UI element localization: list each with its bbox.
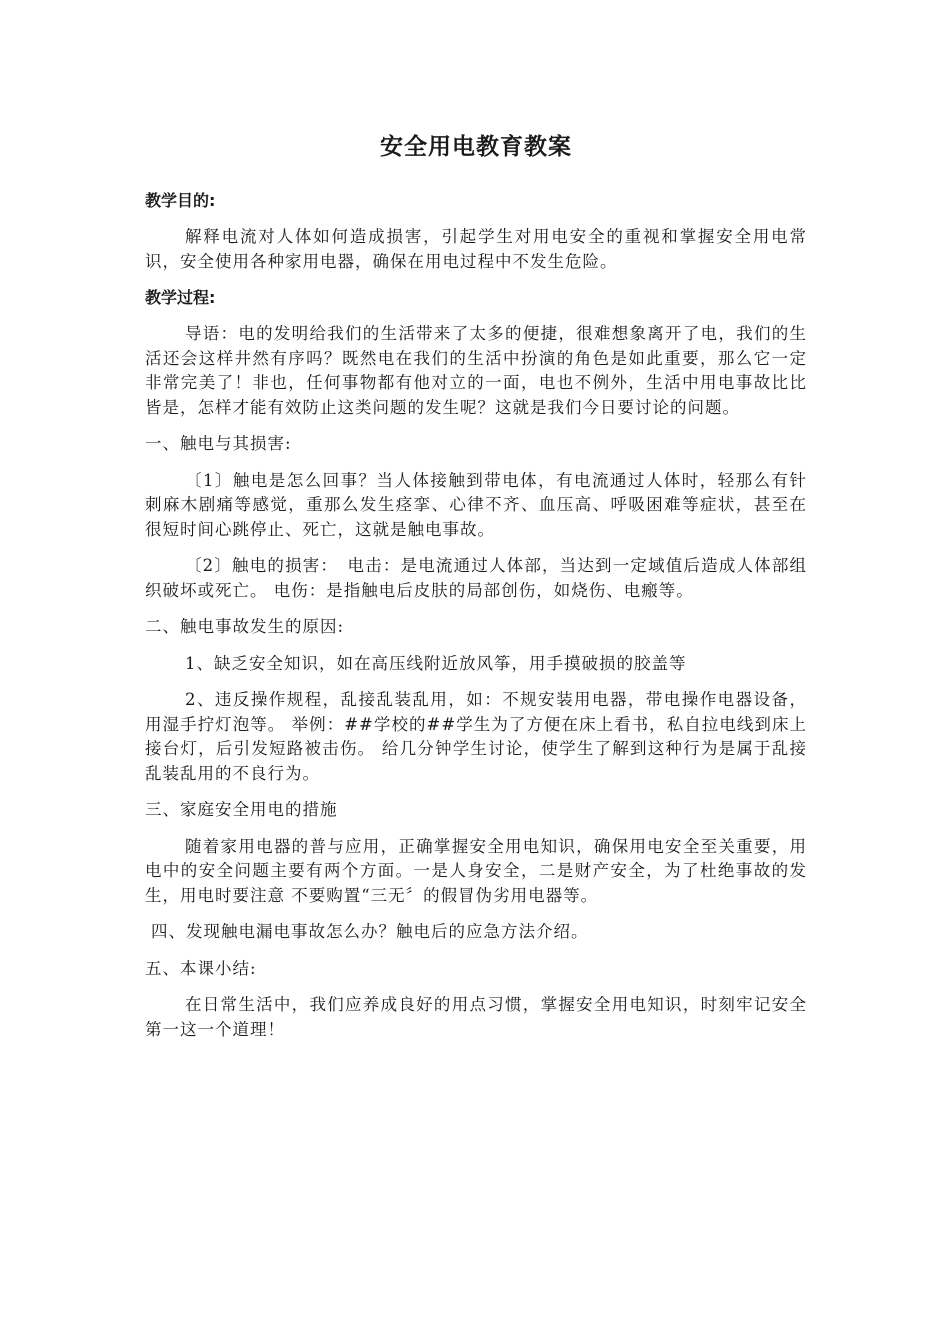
section-1-item-1: 〔1〕触电是怎么回事？当人体接触到带电体，有电流通过人体时，轻那么有针刺麻木剧痛等感觉，重那么发生痉挛、心律不齐、血压高、呼吸困难等症状，甚至在很短时间心跳停止、死亡，这就是触电事故。 <box>145 470 807 539</box>
process-heading: 教学过程: <box>145 288 216 307</box>
section-2-item-2: 2、违反操作规程，乱接乱装乱用，如：不规安装用电器，带电操作电器设备，用湿手拧灯泡等。 举例：##学校的##学生为了方便在床上看书，私自拉电线到床上接台灯，后引发短路被击伤。 给几分钟学生讨论，使学生了解到这种行为是属于乱接乱装乱用的不良行为。 <box>145 690 807 783</box>
section-1-title: 一、触电与其损害: <box>145 434 292 453</box>
section-3-title: 三、家庭安全用电的措施 <box>145 800 338 819</box>
goal-paragraph: 解释电流对人体如何造成损害，引起学生对用电安全的重视和掌握安全用电常识，安全使用各种家用电器，确保在用电过程中不发生危险。 <box>145 227 807 271</box>
section-2-item-1: 1、缺乏安全知识，如在高压线附近放风筝，用手摸破损的胶盖等 <box>185 653 687 673</box>
section-3-paragraph: 随着家用电器的普与应用，正确掌握安全用电知识，确保用电安全至关重要，用电中的安全问题主要有两个方面。一是人身安全，二是财产安全，为了杜绝事故的发生，用电时要注意 不要购置“三无〞的假冒伪劣用电器等。 <box>145 836 807 905</box>
section-5-paragraph: 在日常生活中，我们应养成良好的用点习惯，掌握安全用电知识，时刻牢记安全第一这一个道理！ <box>145 995 807 1039</box>
intro-paragraph: 导语：电的发明给我们的生活带来了太多的便捷，很难想象离开了电，我们的生活还会这样井然有序吗？既然电在我们的生活中扮演的角色是如此重要，那么它一定非常完美了！非也，任何事物都有他对立的一面，电也不例外，生活中用电事故比比皆是，怎样才能有效防止这类问题的发生呢？这就是我们今日要讨论的问题。 <box>145 324 807 417</box>
section-1-item-2: 〔2〕触电的损害： 电击：是电流通过人体部，当达到一定域值后造成人体部组织破坏或死亡。 电伤：是指触电后皮肤的局部创伤，如烧伤、电瘢等。 <box>145 556 807 600</box>
section-4-title: 四、发现触电漏电事故怎么办？触电后的应急方法介绍。 <box>151 922 589 941</box>
goal-heading: 教学目的: <box>145 191 216 210</box>
document-page <box>145 130 807 1054</box>
section-2-title: 二、触电事故发生的原因: <box>145 617 345 636</box>
section-5-title: 五、本课小结: <box>145 958 257 978</box>
document-title: 安全用电教育教案 <box>380 134 572 160</box>
